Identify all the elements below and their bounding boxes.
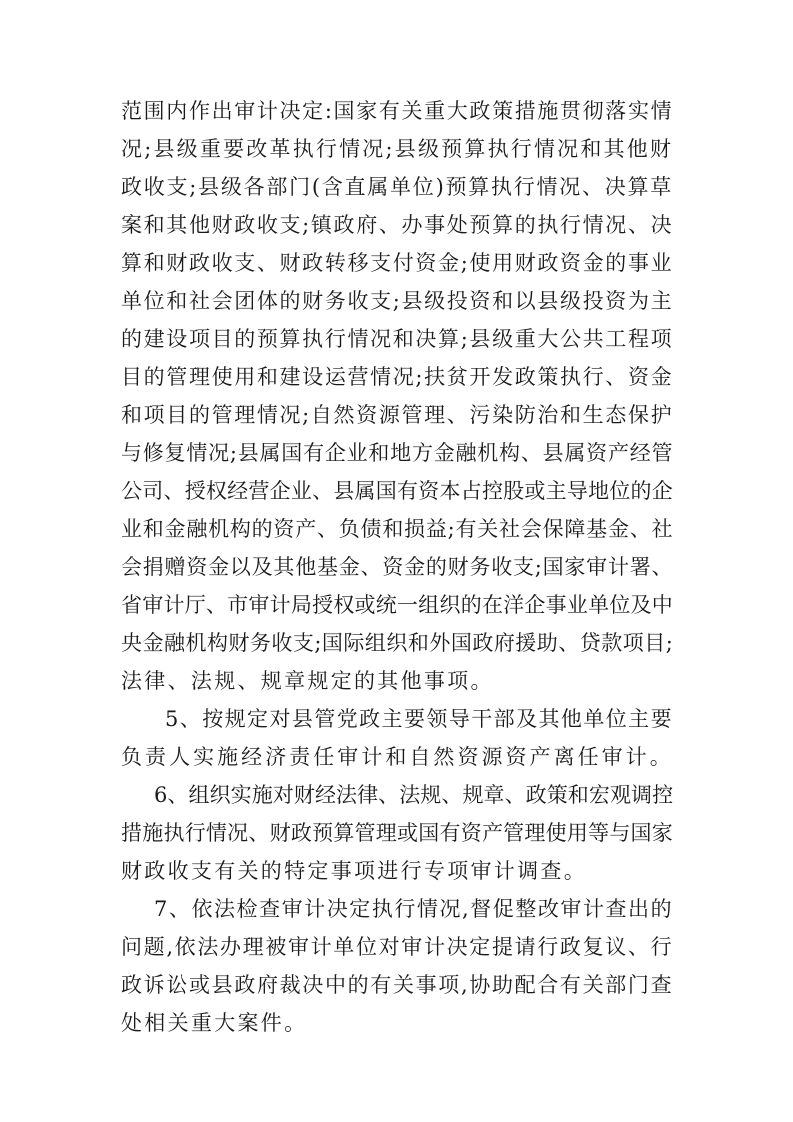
paragraph-audit-scope	[121, 92, 673, 700]
text-line: 处相关重大案件。	[121, 1011, 308, 1035]
text-line: 单位和社会团体的财务收支;县级投资和以县级投资为主	[121, 289, 673, 313]
text-line: 的建设项目的预算执行情况和决算;县级重大公共工程项	[121, 327, 673, 351]
text-line: 况;县级重要改革执行情况;县级预算执行情况和其他财	[121, 137, 673, 161]
text-line: 5、按规定对县管党政主要领导干部及其他单位主要	[165, 707, 673, 731]
text-line: 问题,依法办理被审计单位对审计决定提请行政复议、行	[121, 935, 673, 959]
text-line: 负责人实施经济责任审计和自然资源资产离任审计。	[121, 745, 673, 769]
text-line: 财政收支有关的特定事项进行专项审计调查。	[121, 859, 587, 883]
text-line: 业和金融机构的资产、负债和损益;有关社会保障基金、社	[121, 517, 673, 541]
text-line: 目的管理使用和建设运营情况;扶贫开发政策执行、资金	[121, 365, 673, 389]
text-line: 省审计厅、市审计局授权或统一组织的在洋企事业单位及中	[121, 593, 673, 617]
text-line: 措施执行情况、财政预算管理或国有资产管理使用等与国家	[121, 821, 673, 845]
text-line: 7、依法检查审计决定执行情况,督促整改审计查出的	[154, 897, 673, 921]
text-line: 公司、授权经营企业、县属国有资本占控股或主导地位的企	[121, 479, 673, 503]
text-line: 案和其他财政收支;镇政府、办事处预算的执行情况、决	[121, 213, 673, 237]
paragraph-item-5	[121, 700, 673, 776]
text-line: 央金融机构财务收支;国际组织和外国政府援助、贷款项目;	[121, 631, 673, 655]
text-line: 政收支;县级各部门(含直属单位)预算执行情况、决算草	[121, 175, 673, 199]
paragraph-item-7	[121, 890, 673, 1042]
text-line: 范围内作出审计决定:国家有关重大政策措施贯彻落实情	[121, 99, 673, 123]
text-line: 法律、法规、规章规定的其他事项。	[121, 669, 494, 693]
text-line: 会捐赠资金以及其他基金、资金的财务收支;国家审计署、	[121, 555, 673, 579]
text-line: 与修复情况;县属国有企业和地方金融机构、县属资产经管	[121, 441, 673, 465]
text-line: 政诉讼或县政府裁决中的有关事项,协助配合有关部门查	[121, 973, 673, 997]
paragraph-item-6	[121, 776, 673, 890]
text-line: 6、组织实施对财经法律、法规、规章、政策和宏观调控	[154, 783, 673, 807]
text-line: 和项目的管理情况;自然资源管理、污染防治和生态保护	[121, 403, 673, 427]
text-line: 算和财政收支、财政转移支付资金;使用财政资金的事业	[121, 251, 673, 275]
